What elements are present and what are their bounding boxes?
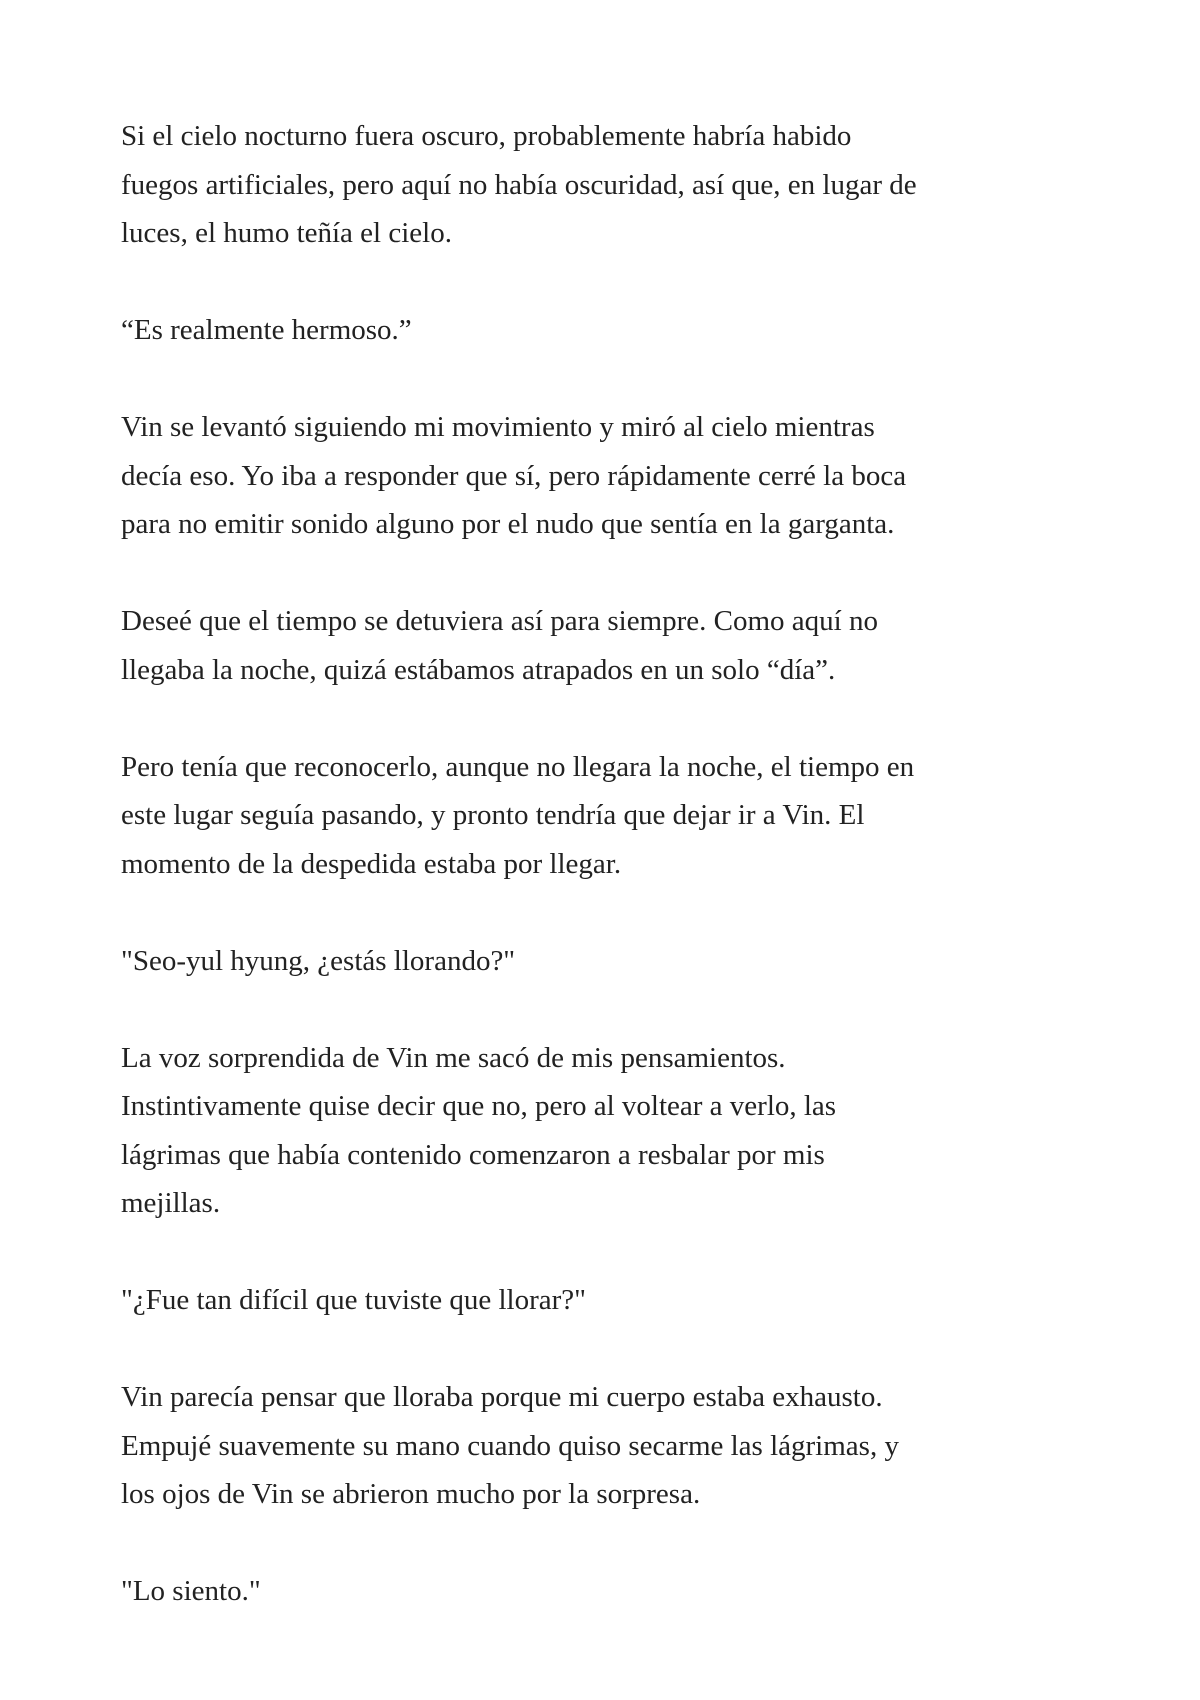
text-line: luces, el humo teñía el cielo.: [121, 217, 452, 249]
text-line: Si el cielo nocturno fuera oscuro, probablemente habría habido: [121, 120, 852, 152]
paragraph: [121, 1034, 1081, 1228]
text-line: La voz sorprendida de Vin me sacó de mis pensamientos.: [121, 1041, 786, 1074]
text-line: Instintivamente quise decir que no, pero al voltear a verlo, las: [121, 1090, 837, 1122]
paragraph: [121, 597, 1081, 694]
paragraph: [121, 1373, 1081, 1519]
paragraph: [121, 1567, 1081, 1616]
text-line: "¿Fue tan difícil que tuviste que llorar?": [121, 1284, 586, 1316]
paragraph: [121, 306, 1081, 355]
text-line: mejillas.: [121, 1187, 221, 1219]
text-line: decía eso. Yo iba a responder que sí, pero rápidamente cerré la boca: [121, 459, 907, 492]
text-line: llegaba la noche, quizá estábamos atrapados en un solo “día”.: [121, 653, 836, 686]
text-line: para no emitir sonido alguno por el nudo que sentía en la garganta.: [121, 508, 895, 540]
text-line: los ojos de Vin se abrieron mucho por la sorpresa.: [121, 1478, 701, 1510]
text-line: Pero tenía que reconocerlo, aunque no llegara la noche, el tiempo en: [121, 750, 915, 783]
paragraph: [121, 743, 1081, 889]
paragraph: [121, 112, 1081, 258]
text-line: Deseé que el tiempo se detuviera así para siempre. Como aquí no: [121, 605, 878, 637]
paragraph: [121, 403, 1081, 549]
text-line: lágrimas que había contenido comenzaron a resbalar por mis: [121, 1138, 825, 1171]
text-line: este lugar seguía pasando, y pronto tendría que dejar ir a Vin. El: [121, 799, 865, 831]
paragraph: [121, 937, 1081, 986]
document-body: [121, 112, 1081, 1664]
paragraph: [121, 1276, 1081, 1325]
text-line: “Es realmente hermoso.”: [121, 314, 412, 346]
text-line: Empujé suavemente su mano cuando quiso secarme las lágrimas, y: [121, 1429, 899, 1462]
text-line: "Seo-yul hyung, ¿estás llorando?": [121, 944, 516, 977]
text-line: fuegos artificiales, pero aquí no había oscuridad, así que, en lugar de: [121, 168, 917, 201]
text-line: momento de la despedida estaba por llegar.: [121, 847, 622, 880]
text-line: Vin se levantó siguiendo mi movimiento y miró al cielo mientras: [121, 411, 875, 443]
text-line: Vin parecía pensar que lloraba porque mi cuerpo estaba exhausto.: [121, 1381, 883, 1413]
text-line: "Lo siento.": [121, 1575, 261, 1607]
